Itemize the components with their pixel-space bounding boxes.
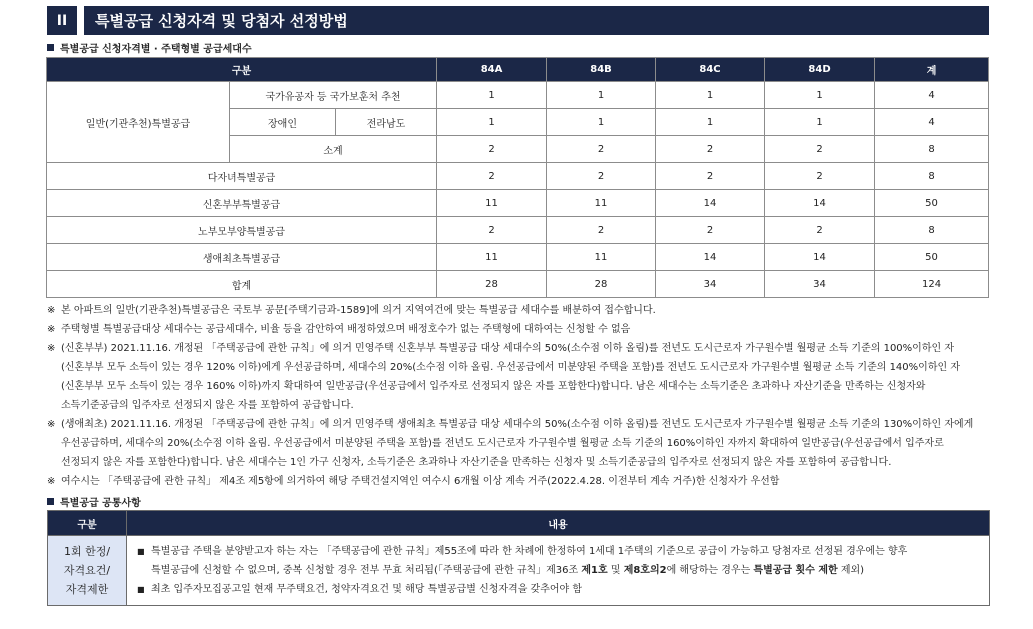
cell-value: 2: [765, 163, 875, 190]
header-type-84d: 84D: [765, 58, 875, 82]
cell-value: 2: [547, 136, 656, 163]
header-type-84b: 84B: [547, 58, 656, 82]
cell-value: 11: [547, 244, 656, 271]
header-type-84a: 84A: [437, 58, 547, 82]
header-type-84c: 84C: [656, 58, 765, 82]
text-run: 특별공급에 신청할 수 없으며, 중복 신청할 경우 전부 무효 처리됨(「주택공급에 관한 규칙」제36조: [151, 565, 582, 576]
row-label: 신혼부부특별공급: [47, 190, 437, 217]
text-run: 에 해당하는 경우는: [666, 565, 754, 576]
note-text: 주택형별 특별공급대상 세대수는 공급세대수, 비율 등을 감안하여 배정하였으며 배정호수가 없는 주택형에 대하여는 신청할 수 없음: [61, 324, 631, 335]
square-bullet-icon: ■: [137, 585, 145, 594]
note-text: (생애최초) 2021.11.16. 개정된 「주택공급에 관한 규칙」에 의거 민영주택 생애최초 특별공급 대상 세대수의 50%(소수점 이하 올림)를 전년도 도시근로자 가구원수별 월평균 소득 기준의 130%이하인 자에게: [61, 419, 974, 430]
cell-value: 1: [765, 109, 875, 136]
cell-value: 14: [765, 244, 875, 271]
cell-value: 2: [547, 217, 656, 244]
cell-total: 4: [875, 109, 989, 136]
section-title: 특별공급 신청자격 및 당첨자 선정방법: [84, 6, 989, 35]
note-text: 우선공급하며, 세대수의 20%(소수점 이하 올림. 우선공급에서 미분양된 주택을 포함)를 전년도 도시근로자 가구원수별 월평균 소득 기준의 160%이하인 자까지 확대하여 일반공급(우선공급에서 입주자로: [61, 438, 944, 449]
cell-value: 11: [547, 190, 656, 217]
row-category: [48, 536, 127, 606]
note-item: [47, 301, 992, 320]
note-item: [47, 339, 992, 415]
supply-table: [46, 57, 989, 298]
note-mark: ※: [47, 305, 56, 316]
cell-value: 2: [437, 163, 547, 190]
cell-value: 2: [437, 136, 547, 163]
cell-value: 11: [437, 190, 547, 217]
cell-value: 28: [437, 271, 547, 298]
row-label: 국가유공자 등 국가보훈처 추천: [230, 82, 437, 109]
cell-value: 1: [547, 109, 656, 136]
cell-value: 14: [656, 190, 765, 217]
cell-total: 8: [875, 163, 989, 190]
cell-total: 8: [875, 136, 989, 163]
row-label: 소계: [230, 136, 437, 163]
cell-value: 1: [656, 82, 765, 109]
row-region: 전라남도: [336, 109, 437, 136]
note-text: (신혼부부 모두 소득이 있는 경우 160% 이하)까지 확대하여 일반공급(우선공급에서 입주자로 선정되지 않은 자를 포함한다)합니다. 남은 세대수는 소득기준은 초과하나 자산기준을 만족하는 신청자와: [61, 381, 926, 392]
cell-value: 14: [656, 244, 765, 271]
common-table: [47, 510, 990, 606]
category-line: 자격요건/: [63, 564, 111, 577]
note-text: 여수시는 「주택공급에 관한 규칙」 제4조 제5항에 의거하여 해당 주택건설지역인 여수시 6개월 이상 계속 거주(2022.4.28. 이전부터 계속 거주)한 신청자가 우선함: [61, 476, 780, 487]
cell-total: 8: [875, 217, 989, 244]
cell-value: 2: [437, 217, 547, 244]
row-content: [127, 536, 990, 606]
cell-total: 124: [875, 271, 989, 298]
square-bullet-icon: [47, 44, 54, 51]
section-number: II: [47, 6, 77, 35]
table-row: [47, 217, 989, 244]
common-table-heading-text: 특별공급 공통사항: [60, 498, 141, 509]
table-row-grand-total: [47, 271, 989, 298]
category-line: 1회 한정/: [63, 545, 111, 558]
table-header-row: [48, 511, 990, 536]
text-run-bold: 제8호의2: [623, 565, 667, 576]
table-row: [47, 190, 989, 217]
list-item: [137, 580, 981, 599]
list-item-text: 최초 입주자모집공고일 현재 무주택요건, 청약자격요건 및 해당 특별공급별 신청자격을 갖추어야 함: [151, 584, 583, 595]
cell-value: 34: [765, 271, 875, 298]
row-label: 다자녀특별공급: [47, 163, 437, 190]
text-run-bold: 제1호: [581, 565, 608, 576]
table-row: [47, 163, 989, 190]
row-label: 합계: [47, 271, 437, 298]
note-text: 본 아파트의 일반(기관추천)특별공급은 국토부 공문[주택기금과-1589]에 의거 지역여건에 맞는 특별공급 세대수를 배분하여 접수합니다.: [61, 305, 656, 316]
table-row: [47, 244, 989, 271]
cell-value: 28: [547, 271, 656, 298]
top-rule: [48, 0, 989, 3]
row-label: 노부모부양특별공급: [47, 217, 437, 244]
note-item: [47, 472, 992, 491]
square-bullet-icon: ■: [137, 547, 145, 556]
list-item: [137, 542, 981, 580]
supply-table-heading-text: 특별공급 신청자격별 · 주택형별 공급세대수: [60, 44, 252, 55]
cell-value: 34: [656, 271, 765, 298]
table-row: [48, 536, 990, 606]
cell-value: 2: [765, 136, 875, 163]
notes-section: [47, 301, 992, 491]
row-label: 장애인: [230, 109, 336, 136]
text-run: 제외): [837, 565, 865, 576]
supply-table-heading: [47, 40, 252, 55]
square-bullet-icon: [47, 498, 54, 505]
note-text: (신혼부부) 2021.11.16. 개정된 「주택공급에 관한 규칙」에 의거 민영주택 신혼부부 특별공급 대상 세대수의 50%(소수점 이하 올림)를 전년도 도시근로자 가구원수별 월평균 소득 기준의 100%이하인 자: [61, 343, 954, 354]
cell-value: 2: [656, 217, 765, 244]
text-run: 및: [607, 565, 624, 576]
note-text: 소득기준공급의 입주자로 선정되지 않은 자를 포함하여 공급합니다.: [61, 400, 354, 411]
note-mark: ※: [47, 419, 56, 430]
category-line: 자격제한: [65, 583, 109, 596]
row-label: 생애최초특별공급: [47, 244, 437, 271]
cell-total: 4: [875, 82, 989, 109]
header-category: 구분: [48, 511, 127, 536]
list-item-text-line2: [151, 561, 981, 580]
cell-value: 2: [765, 217, 875, 244]
common-table-heading: [47, 494, 141, 509]
cell-value: 1: [437, 82, 547, 109]
cell-value: 2: [656, 163, 765, 190]
list-item-text: 특별공급 주택을 분양받고자 하는 자는 「주택공급에 관한 규칙」제55조에 따라 한 차례에 한정하여 1세대 1주택의 기준으로 공급이 가능하고 당첨자로 선정된 경우에는 향후: [151, 546, 908, 557]
cell-value: 11: [437, 244, 547, 271]
cell-value: 1: [547, 82, 656, 109]
cell-total: 50: [875, 190, 989, 217]
header-content: 내용: [127, 511, 990, 536]
cell-value: 2: [656, 136, 765, 163]
cell-value: 1: [765, 82, 875, 109]
note-item: [47, 415, 992, 472]
general-group-label: 일반(기관추천)특별공급: [47, 82, 230, 163]
table-header-row: [47, 58, 989, 82]
note-item: [47, 320, 992, 339]
note-mark: ※: [47, 476, 56, 487]
note-mark: ※: [47, 324, 56, 335]
cell-total: 50: [875, 244, 989, 271]
text-run-bold: 특별공급 횟수 제한: [753, 565, 838, 576]
note-text: 선정되지 않은 자를 포함한다)합니다. 남은 세대수는 1인 가구 신청자, 소득기준은 초과하나 자산기준을 만족하는 신청자 및 소득기준공급의 입주자로 선정되지 않은 자를 포함하여 공급합니다.: [61, 457, 892, 468]
cell-value: 14: [765, 190, 875, 217]
cell-value: 1: [437, 109, 547, 136]
cell-value: 1: [656, 109, 765, 136]
cell-value: 2: [547, 163, 656, 190]
table-row: [47, 82, 989, 109]
note-text: (신혼부부 모두 소득이 있는 경우 120% 이하)에게 우선공급하며, 세대수의 20%(소수점 이하 올림. 우선공급에서 미분양된 주택을 포함)를 전년도 도시근로자 가구원수별 월평균 소득 기준의 140%이하인 자: [61, 362, 960, 373]
header-total: 계: [875, 58, 989, 82]
section-header: [47, 6, 989, 35]
note-mark: ※: [47, 343, 56, 354]
header-category: 구분: [47, 58, 437, 82]
